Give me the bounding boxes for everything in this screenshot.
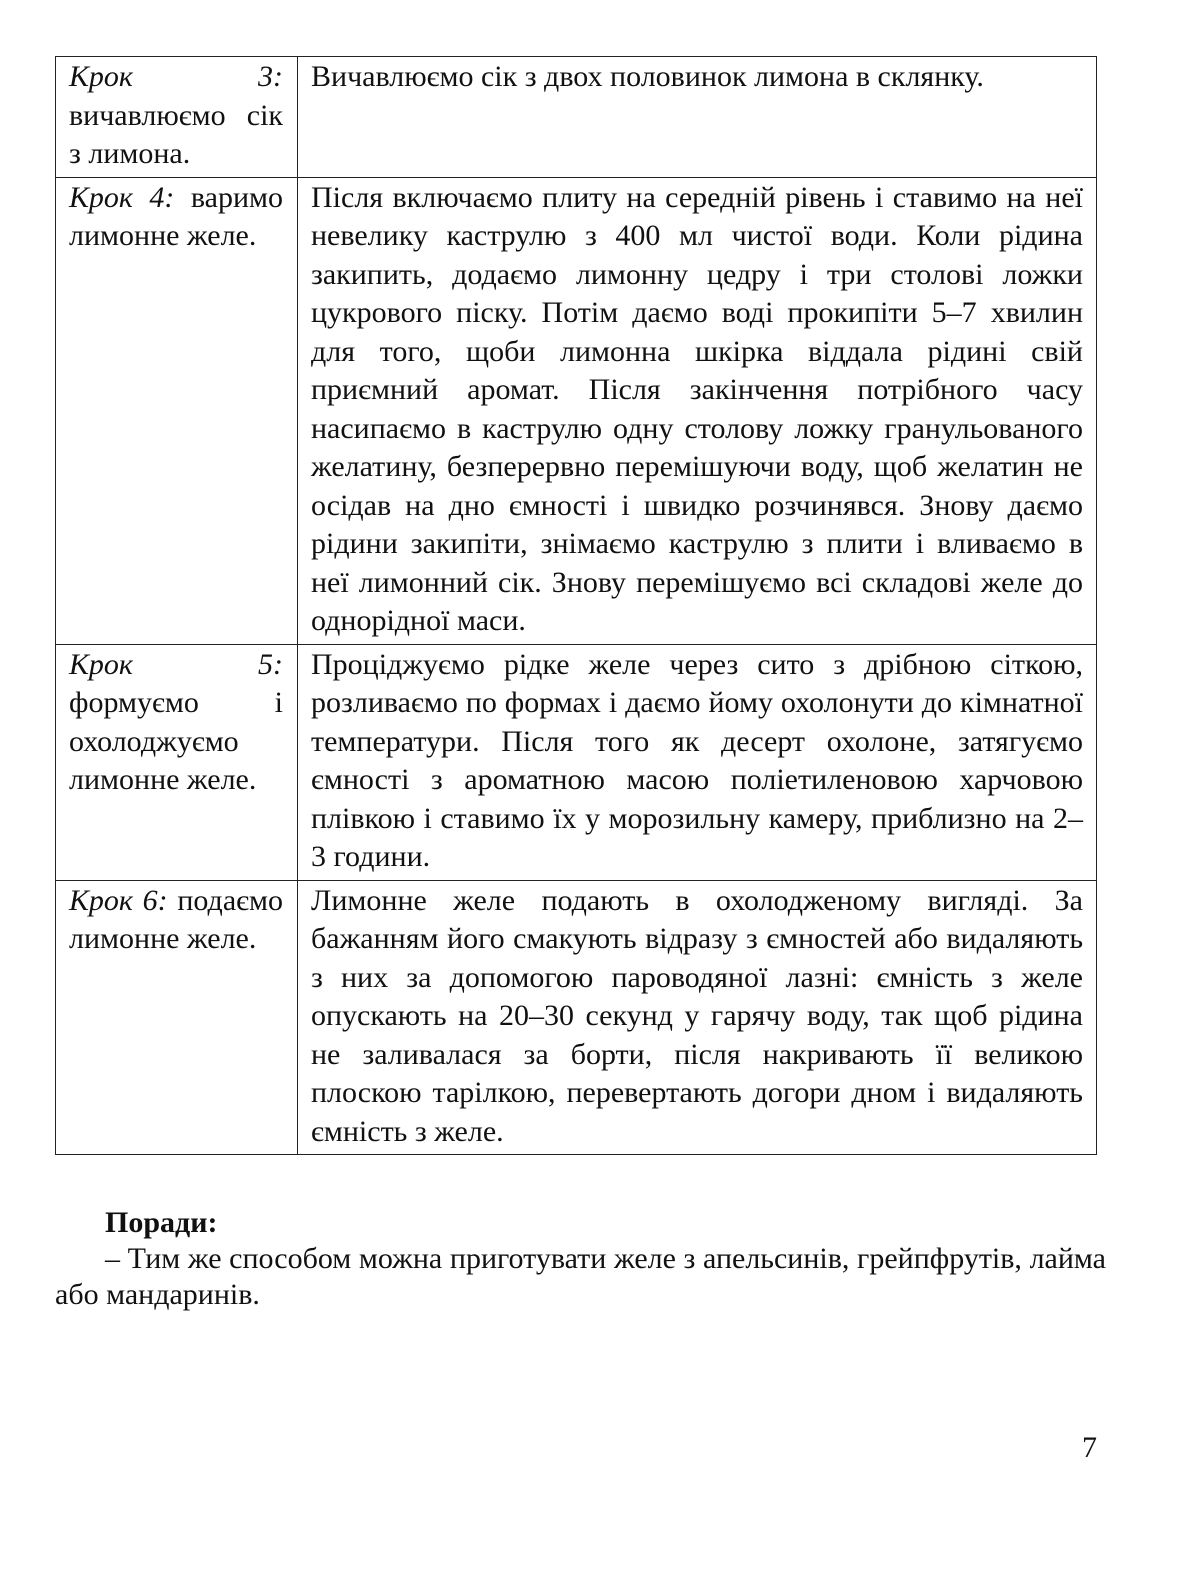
table-row xyxy=(56,57,1097,178)
step-description: Проціджуємо рідке желе через сито з дрібною сіткою, розливаємо по формах і даємо йому охолонути до кімнатної температури. Після того як десерт охолоне, затягуємо ємності з ароматною масою поліетиленовою харчовою плівкою і ставимо їх у морозильну камеру, приблизно на 2–3 години. xyxy=(298,644,1097,880)
step-label: Крок 5: xyxy=(69,647,283,681)
step-title: формуємо і охолоджуємо лимонне желе. xyxy=(69,686,283,796)
recipe-steps-table xyxy=(55,56,1097,1155)
step-title-cell xyxy=(56,177,298,644)
step-title-cell xyxy=(56,880,298,1155)
step-description: Вичавлюємо сік з двох половинок лимона в склянку. xyxy=(298,57,1097,178)
step-description: Лимонне желе подають в охолодженому вигляді. За бажанням його смакують відразу з ємностей або видаляють з них за допомогою пароводяної лазні: ємність з желе опускають на 20–30 секунд у гарячу воду, так щоб рідина не заливалася за борти, після накривають її великою плоскою тарілкою, перевертають догори дном і видаляють ємність з желе. xyxy=(298,880,1097,1155)
table-row xyxy=(56,177,1097,644)
step-title: варимо лимонне желе. xyxy=(69,180,283,252)
step-title: вичавлюємо сік з лимона. xyxy=(69,98,283,170)
step-label: Крок 6: xyxy=(69,883,168,917)
tips-section xyxy=(55,1205,1106,1313)
step-title: подаємо лимонне желе. xyxy=(69,883,283,955)
step-label: Крок 4: xyxy=(69,180,175,214)
table-row xyxy=(56,644,1097,880)
tips-title: Поради: xyxy=(105,1206,218,1239)
step-title-cell xyxy=(56,644,298,880)
step-label: Крок 3: xyxy=(69,60,283,93)
tips-item: – Тим же способом можна приготувати желе з апельсинів, грейпфрутів, лайма або мандаринів. xyxy=(55,1242,1106,1311)
page-number: 7 xyxy=(1082,1431,1097,1464)
step-title-cell xyxy=(56,57,298,178)
step-description: Після включаємо плиту на середній рівень і ставимо на неї невелику каструлю з 400 мл чистої води. Коли рідина закипить, додаємо лимонну цедру і три столові ложки цукрового піску. Потім даємо воді прокипіти 5–7 хвилин для того, щоби лимонна шкірка віддала рідині свій приємний аромат. Після закінчення потрібного часу насипаємо в каструлю одну столову ложку гранульованого желатину, безперервно перемішуючи воду, щоб желатин не осідав на дно ємності і швидко розчинявся. Знову даємо рідини закипіти, знімаємо каструлю з плити і вливаємо в неї лимонний сік. Знову перемішуємо всі складові желе до однорідної маси. xyxy=(298,177,1097,644)
table-row xyxy=(56,880,1097,1155)
